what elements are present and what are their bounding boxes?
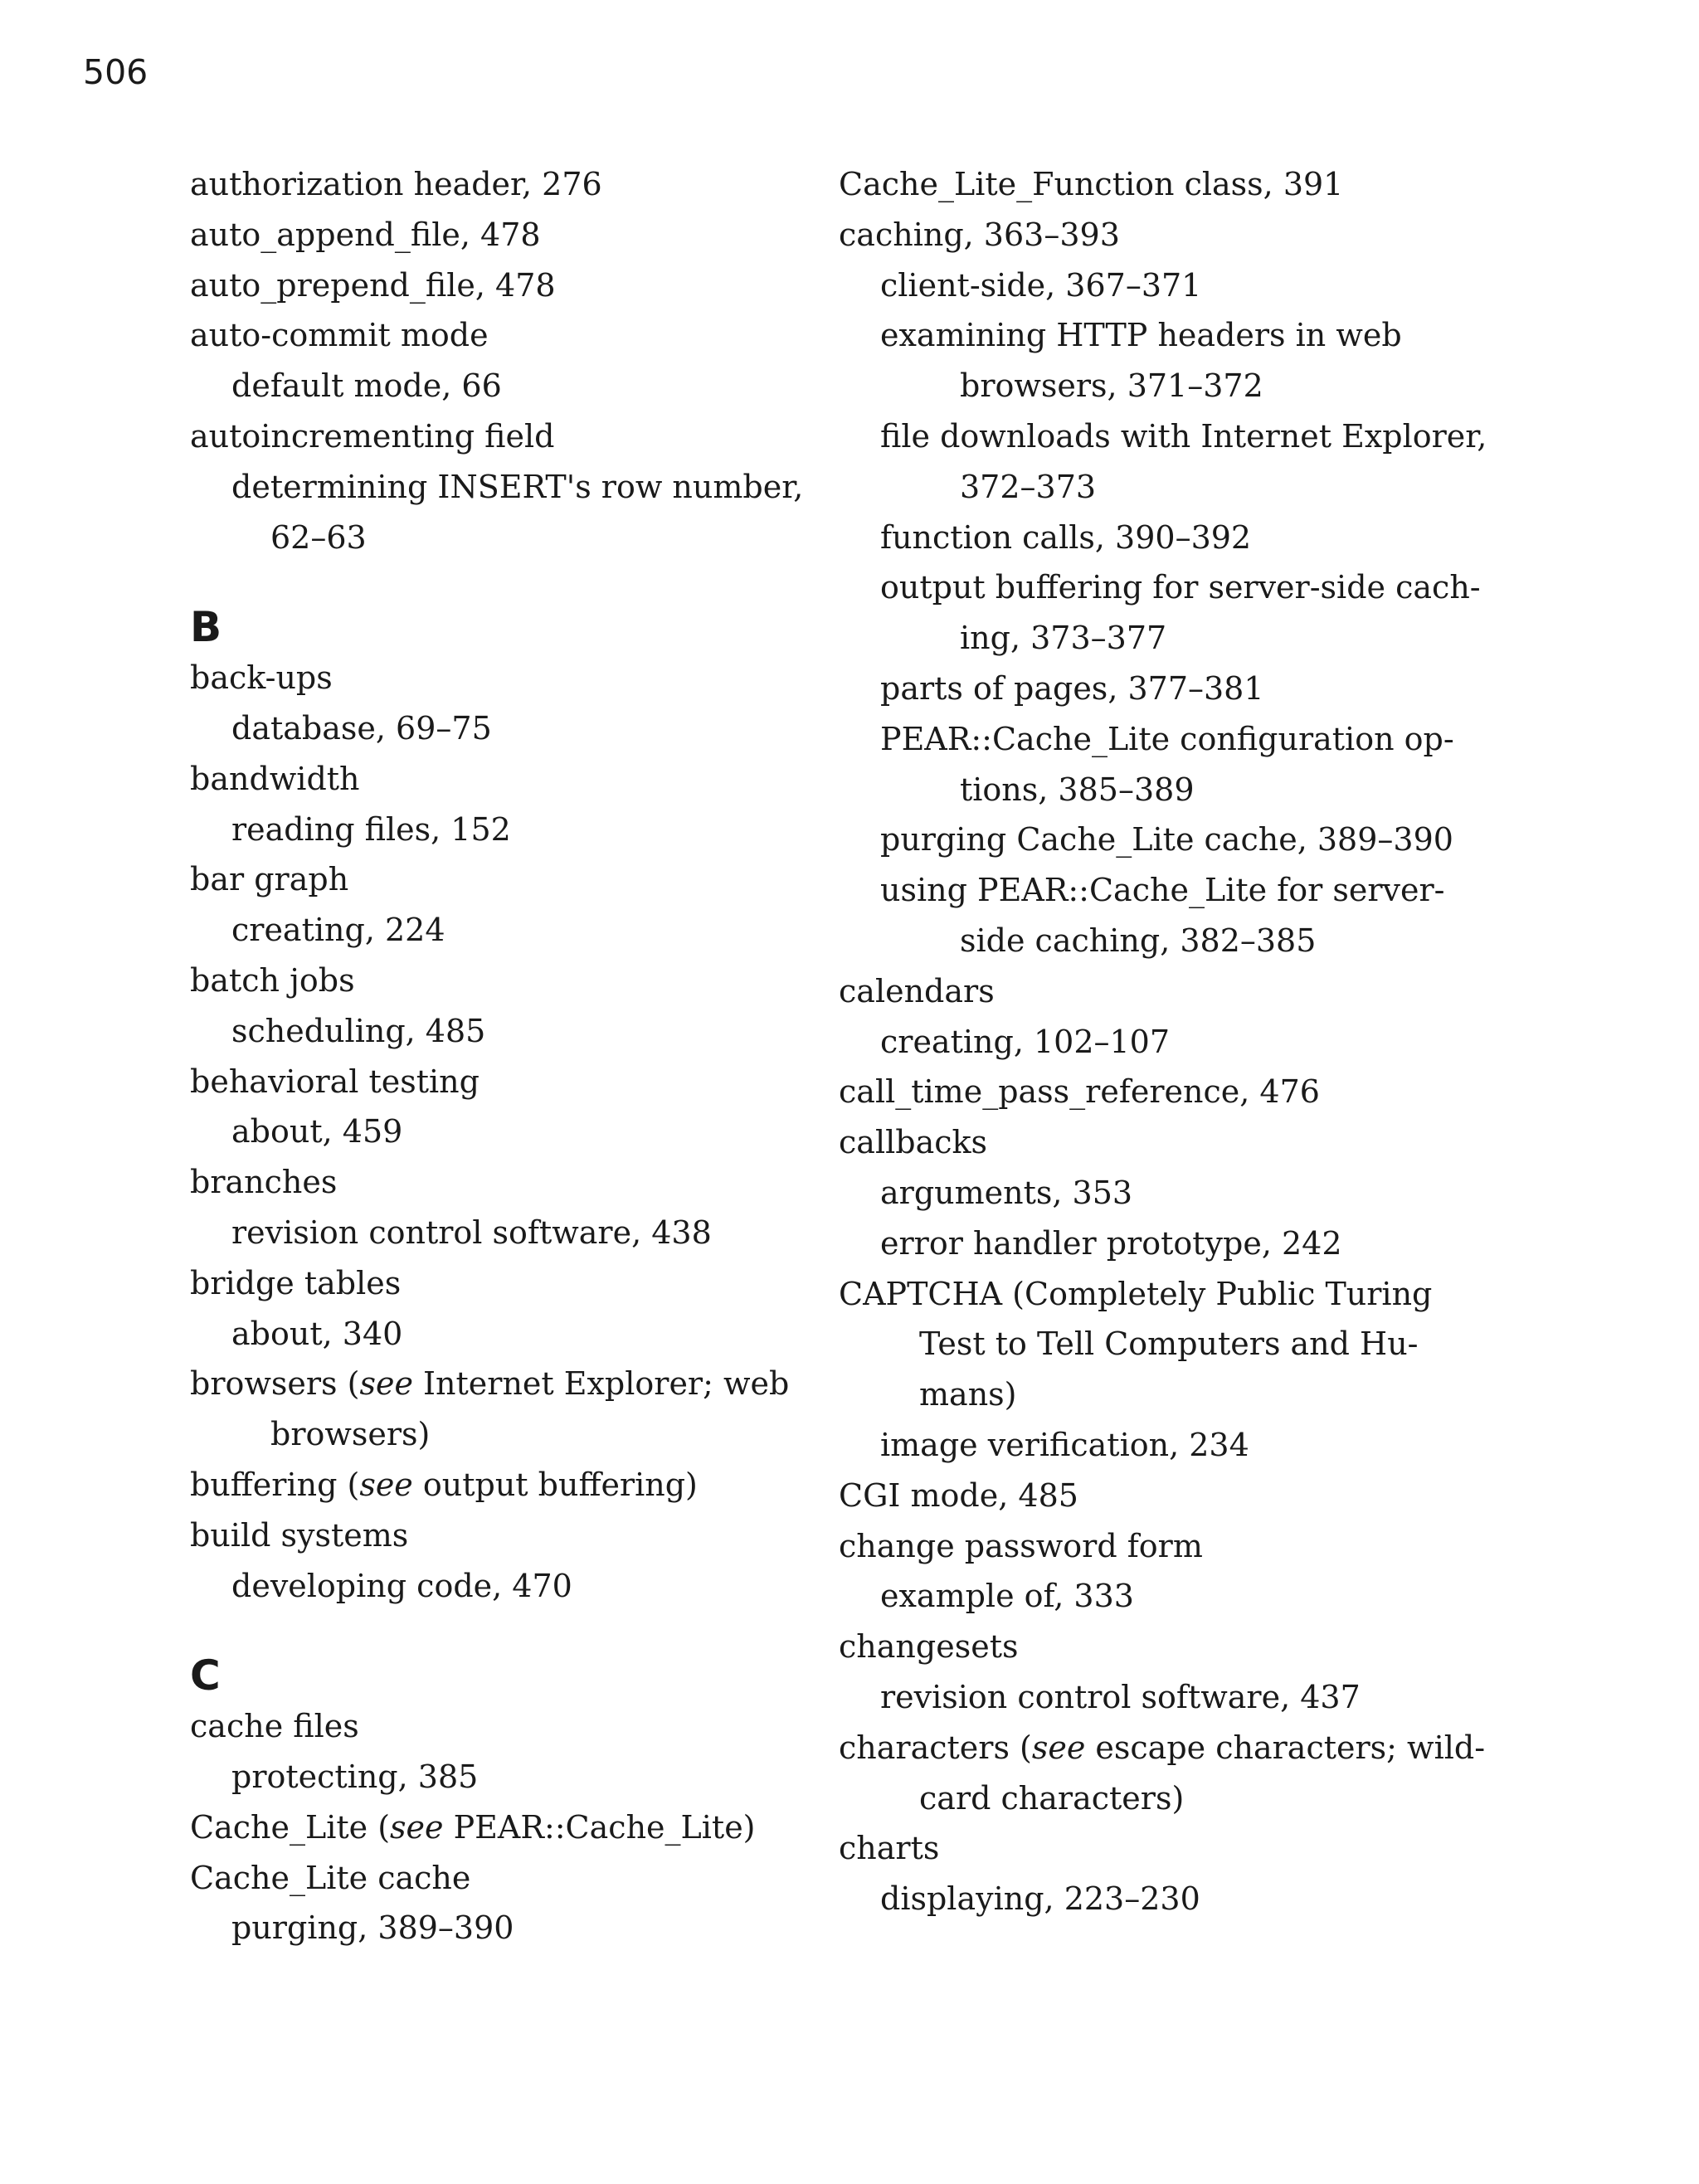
index-subentry: arguments, 353 [880, 1174, 1133, 1211]
index-entry: batch jobs [190, 961, 355, 999]
index-entry: Cache_Lite_Function class, 391 [839, 166, 1344, 202]
index-subentry: creating, 102–107 [880, 1023, 1171, 1060]
index-continuation: card characters) [919, 1779, 1185, 1817]
index-subentry: client-side, 367–371 [880, 266, 1202, 304]
index-entry: CAPTCHA (Completely Public Turing [839, 1275, 1433, 1312]
index-subentry: purging, 389–390 [231, 1909, 514, 1947]
index-entry-see: Cache_Lite (see PEAR::Cache_Lite) [190, 1808, 756, 1846]
index-continuation: mans) [919, 1376, 1017, 1413]
index-entry-see: browsers (see Internet Explorer; web [190, 1365, 790, 1403]
index-subentry: database, 69–75 [231, 709, 492, 747]
index-continuation: side caching, 382–385 [960, 922, 1317, 959]
index-entry: authorization header, 276 [190, 166, 602, 202]
index-subentry: output buffering for server-side cach- [880, 569, 1481, 606]
index-subentry: parts of pages, 377–381 [880, 669, 1264, 707]
index-column-right [839, 159, 1487, 1924]
index-continuation: Test to Tell Computers and Hu- [919, 1325, 1419, 1363]
section-letter-c: C [190, 1651, 221, 1700]
index-entry: bar graph [190, 861, 349, 898]
index-subentry: revision control software, 437 [880, 1678, 1361, 1715]
index-subentry: file downloads with Internet Explorer, [880, 417, 1487, 455]
index-entry: build systems [190, 1516, 409, 1554]
index-subentry: scheduling, 485 [231, 1012, 486, 1049]
index-subentry: about, 340 [231, 1315, 403, 1352]
index-entry-see: characters (see escape characters; wild- [839, 1729, 1486, 1766]
index-subentry: purging Cache_Lite cache, 389–390 [880, 821, 1453, 859]
index-entry: auto_prepend_file, 478 [190, 266, 556, 304]
index-entry: bandwidth [190, 760, 360, 797]
index-subentry: developing code, 470 [231, 1567, 572, 1604]
index-continuation: browsers) [270, 1416, 431, 1453]
index-subentry: PEAR::Cache_Lite configuration op- [880, 720, 1454, 757]
index-continuation: ing, 373–377 [960, 620, 1167, 657]
index-entry: CGI mode, 485 [839, 1476, 1078, 1514]
index-entry: charts [839, 1830, 940, 1867]
index-subentry: protecting, 385 [231, 1758, 479, 1795]
index-entry: call_time_pass_reference, 476 [839, 1073, 1320, 1111]
index-subentry: image verification, 234 [880, 1426, 1249, 1463]
index-continuation: 62–63 [270, 518, 367, 556]
see-reference: see [359, 1466, 413, 1503]
section-letter-b: B [190, 603, 222, 652]
index-subentry: using PEAR::Cache_Lite for server- [880, 872, 1445, 909]
index-entry: back-ups [190, 659, 333, 697]
index-subentry: reading files, 152 [231, 810, 511, 848]
index-entry: calendars [839, 972, 995, 1009]
page-number: 506 [83, 52, 148, 92]
index-entry: caching, 363–393 [839, 216, 1120, 253]
index-entry: auto_append_file, 478 [190, 216, 541, 253]
see-reference: see [390, 1808, 444, 1846]
index-subentry: creating, 224 [231, 912, 445, 949]
index-entry: Cache_Lite cache [190, 1859, 471, 1896]
index-continuation: 372–373 [960, 468, 1097, 505]
index-entry: branches [190, 1164, 338, 1201]
index-subentry: revision control software, 438 [231, 1214, 712, 1251]
index-subentry: example of, 333 [880, 1578, 1134, 1615]
index-continuation: browsers, 371–372 [960, 367, 1263, 405]
index-entry: auto-commit mode [190, 317, 489, 354]
index-entry: change password form [839, 1527, 1203, 1564]
index-entry: behavioral testing [190, 1063, 480, 1100]
index-subentry: displaying, 223–230 [880, 1880, 1200, 1918]
index-subentry: function calls, 390–392 [880, 518, 1252, 556]
see-reference: see [359, 1365, 413, 1403]
index-continuation: tions, 385–389 [960, 771, 1195, 808]
index-entry-see: buffering (see output buffering) [190, 1466, 698, 1503]
index-subentry: examining HTTP headers in web [880, 317, 1402, 354]
index-entry: autoincrementing field [190, 417, 555, 455]
index-subentry: determining INSERT's row number, [231, 468, 804, 505]
index-entry: cache files [190, 1708, 359, 1745]
index-entry: callbacks [839, 1124, 988, 1161]
index-subentry: default mode, 66 [231, 367, 502, 405]
index-entry: bridge tables [190, 1264, 402, 1301]
see-reference: see [1031, 1729, 1086, 1766]
index-entry: changesets [839, 1628, 1019, 1666]
index-subentry: error handler prototype, 242 [880, 1224, 1342, 1262]
index-subentry: about, 459 [231, 1113, 403, 1150]
index-column-left [190, 159, 820, 1953]
